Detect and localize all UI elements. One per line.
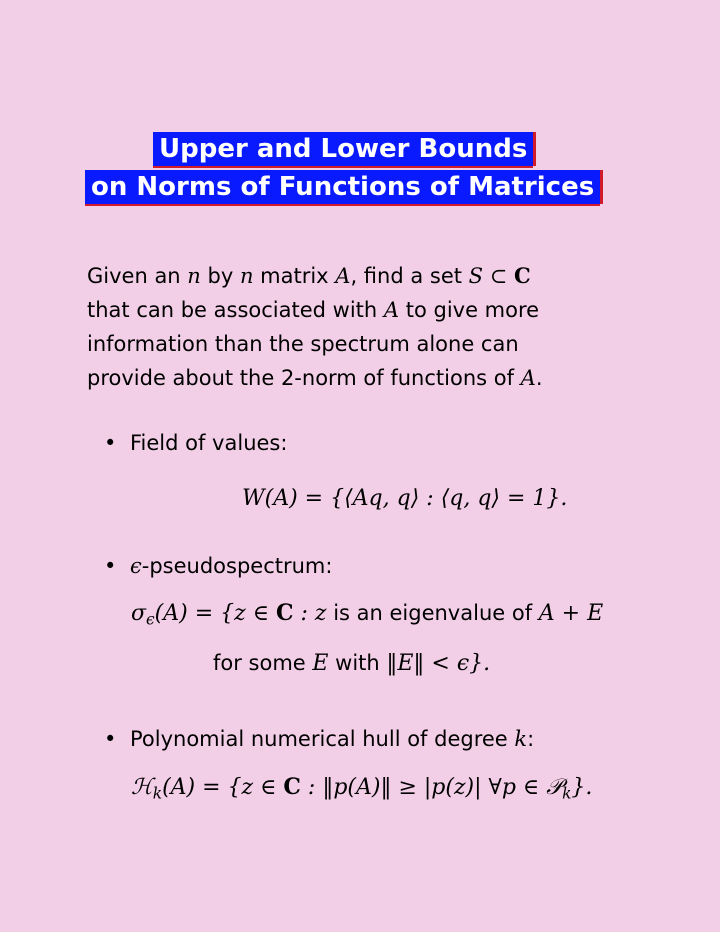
math-sigma: σ — [131, 601, 147, 626]
intro-text: matrix — [253, 264, 336, 288]
math-text: (A) = {z ∈ — [162, 775, 284, 800]
bullet-label: : — [527, 727, 535, 751]
intro-text: . — [535, 366, 543, 390]
intro-line-3: information than the spectrum alone can — [87, 332, 519, 356]
math-text: : — [293, 601, 315, 626]
intro-text: provide about the 2-norm of functions of — [87, 366, 521, 390]
math-S-subset: S ⊂ — [468, 264, 515, 288]
math-text: }. — [571, 775, 593, 800]
formula-text: for some — [213, 651, 313, 675]
math-E: E — [312, 651, 329, 676]
bullet-polynomial-numerical-hull — [104, 724, 534, 754]
formula-text: is an eigenvalue of — [326, 601, 539, 625]
math-C: C — [514, 263, 531, 288]
intro-text: that can be associated with — [87, 298, 384, 322]
math-n: n — [187, 264, 201, 288]
formula-field-of-values: W(A) = {⟨Aq, q⟩ : ⟨q, q⟩ = 1}. — [242, 486, 568, 511]
bullet-pseudospectrum — [104, 551, 332, 581]
bullet-label: Polynomial numerical hull of degree — [130, 727, 515, 751]
bullet-label: -pseudospectrum: — [141, 554, 333, 578]
math-n: n — [239, 264, 254, 288]
bullet-icon: • — [104, 554, 117, 578]
math-A-plus-E: A + E — [538, 601, 604, 626]
title-line-2: on Norms of Functions of Matrices — [85, 170, 600, 204]
intro-text: to give more — [399, 298, 540, 322]
math-calligraphic-P: 𝒫 — [546, 775, 563, 800]
intro-paragraph — [87, 259, 687, 395]
intro-text: , find a set — [350, 264, 469, 288]
math-k: k — [514, 727, 528, 751]
math-calligraphic-H: ℋ — [131, 775, 153, 800]
math-subscript-k: k — [562, 784, 572, 803]
math-norm-E: ‖E‖ < ϵ}. — [386, 651, 491, 676]
formula-pseudospectrum-line-2 — [213, 648, 490, 679]
bullet-icon: • — [104, 727, 117, 751]
intro-line-2 — [87, 293, 687, 327]
formula-text: with — [328, 651, 387, 675]
bullet-icon: • — [104, 431, 117, 455]
math-A: A — [383, 298, 400, 322]
math-A: A — [520, 366, 536, 390]
intro-line-4 — [87, 361, 687, 395]
math-text: (A) = {z ∈ — [154, 601, 276, 626]
formula-polynomial-hull — [131, 772, 592, 803]
math-epsilon: ϵ — [130, 554, 142, 578]
title-line-1: Upper and Lower Bounds — [153, 132, 533, 166]
math-C: C — [283, 774, 301, 800]
intro-text: by — [200, 264, 240, 288]
math-text: : ‖p(A)‖ ≥ |p(z)| ∀p ∈ — [300, 775, 547, 800]
math-subscript-k: k — [152, 784, 163, 803]
math-C: C — [276, 600, 294, 626]
bullet-field-of-values — [104, 428, 287, 458]
intro-text: Given an — [87, 264, 188, 288]
math-subscript-epsilon: ϵ — [146, 610, 155, 629]
math-A: A — [335, 264, 351, 288]
bullet-label: Field of values: — [130, 431, 288, 455]
intro-line-1 — [87, 259, 687, 293]
math-z: z — [314, 601, 327, 626]
formula-pseudospectrum-line-1 — [131, 598, 603, 629]
